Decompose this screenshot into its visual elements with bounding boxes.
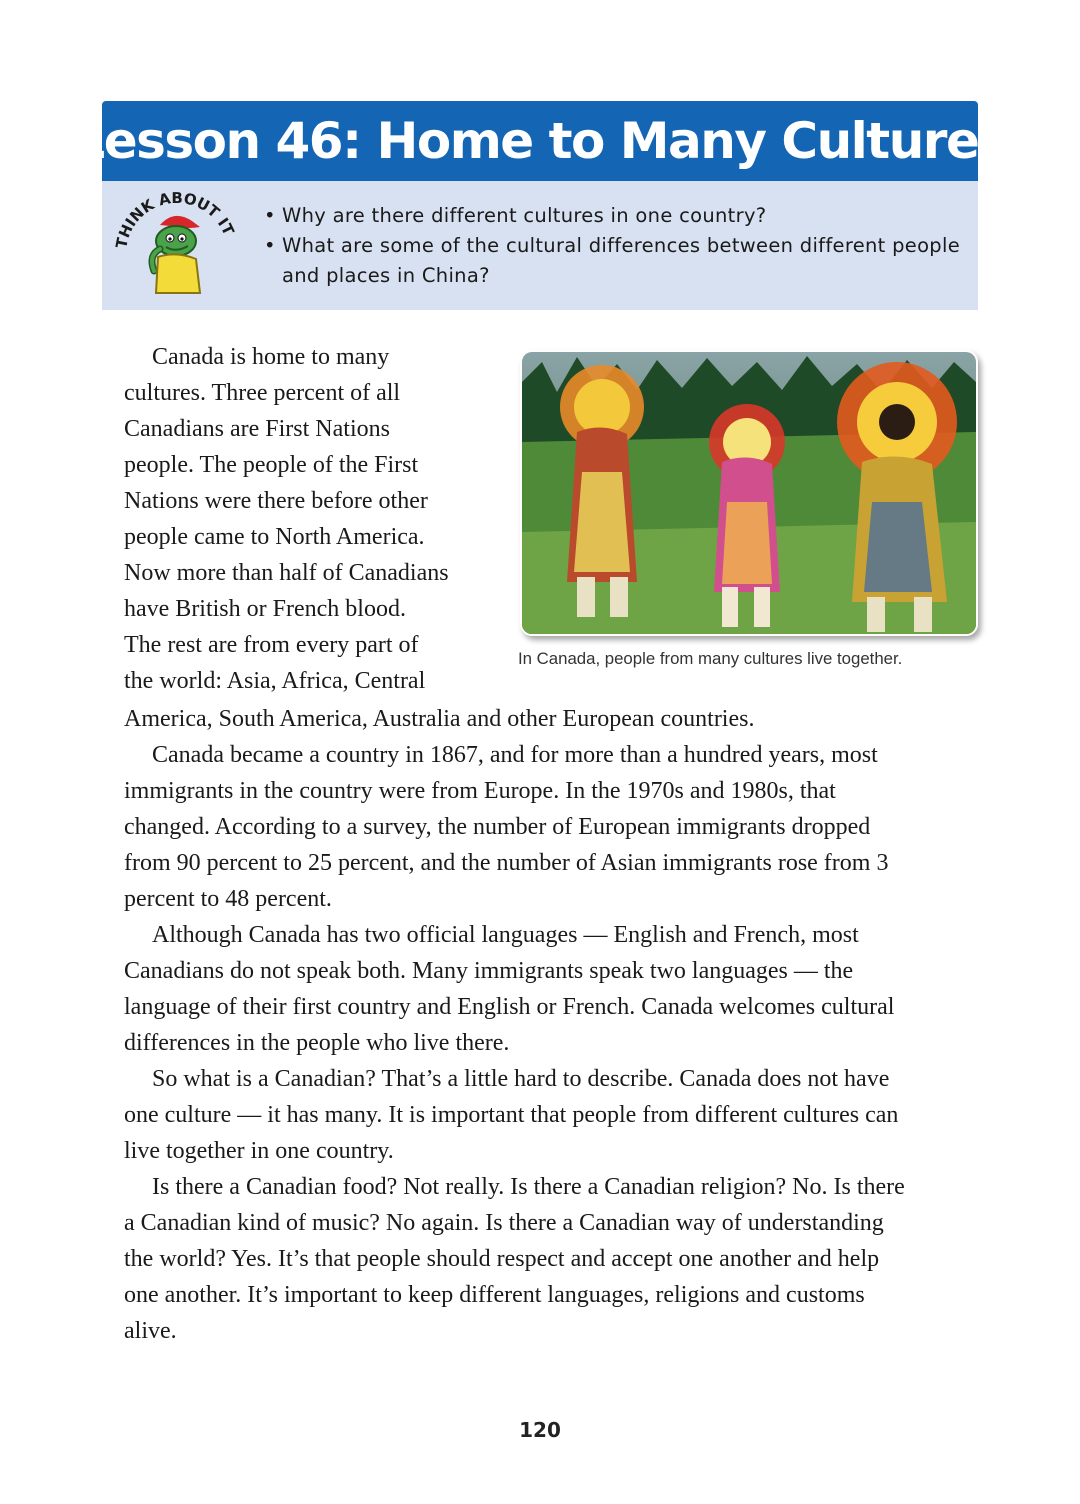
lesson-title-bar — [73, 101, 1007, 181]
think-about-it-questions — [264, 201, 964, 291]
body-text-line: The rest are from every part of — [124, 632, 419, 658]
lesson-title: Lesson 46: Home to Many Cultures — [73, 112, 1007, 170]
body-text-line: differences in the people who live there. — [124, 1030, 510, 1056]
body-text-line: Nations were there before other — [124, 488, 428, 514]
body-text-line: people. The people of the First — [124, 452, 419, 478]
think-about-it-badge-text: THINK ABOUT IT — [112, 188, 238, 250]
body-text-line: cultures. Three percent of all — [124, 380, 401, 406]
body-text-line: people came to North America. — [124, 524, 425, 550]
question-item: • Why are there different cultures in one country? — [264, 201, 964, 231]
body-text-line: the world? Yes. It’s that people should respect and accept one another and help — [124, 1246, 880, 1272]
body-text-line: America, South America, Australia and other European countries. — [124, 706, 755, 732]
body-text-line: one another. It’s important to keep different languages, religions and customs — [124, 1282, 865, 1308]
body-text-line: Canadians are First Nations — [124, 416, 390, 442]
body-text-line: a Canadian kind of music? No again. Is there a Canadian way of understanding — [124, 1210, 884, 1236]
body-text-line: immigrants in the country were from Europe. In the 1970s and 1980s, that — [124, 778, 836, 804]
body-text-line: live together in one country. — [124, 1138, 394, 1164]
body-text-line: alive. — [124, 1318, 177, 1344]
body-text-line: Canada is home to many — [152, 344, 390, 370]
think-about-it-box — [102, 181, 978, 310]
body-text-line: Is there a Canadian food? Not really. Is there a Canadian religion? No. Is there — [152, 1174, 905, 1200]
body-text-line: Although Canada has two official languages — English and French, most — [152, 922, 859, 948]
body-text-line: have British or French blood. — [124, 596, 406, 622]
think-about-it-mascot-icon — [108, 185, 238, 303]
body-text-line: Canada became a country in 1867, and for more than a hundred years, most — [152, 742, 878, 768]
question-item: • What are some of the cultural differences between different people and places in China? — [264, 231, 964, 291]
body-text-line: the world: Asia, Africa, Central — [124, 668, 426, 694]
body-text-line: language of their first country and English or French. Canada welcomes cultural — [124, 994, 895, 1020]
body-text-line: Canadians do not speak both. Many immigrants speak two languages — the — [124, 958, 854, 984]
body-text-line: one culture — it has many. It is important that people from different cultures can — [124, 1102, 899, 1128]
body-text-line: Now more than half of Canadians — [124, 560, 449, 586]
page-number: 120 — [519, 1418, 561, 1442]
body-text-line: changed. According to a survey, the number of European immigrants dropped — [124, 814, 871, 840]
festival-photo — [520, 350, 978, 636]
photo-caption: In Canada, people from many cultures live together. — [518, 649, 903, 668]
body-text-line: from 90 percent to 25 percent, and the number of Asian immigrants rose from 3 — [124, 850, 889, 876]
body-text-line: So what is a Canadian? That’s a little hard to describe. Canada does not have — [152, 1066, 890, 1092]
body-text-line: percent to 48 percent. — [124, 886, 332, 912]
